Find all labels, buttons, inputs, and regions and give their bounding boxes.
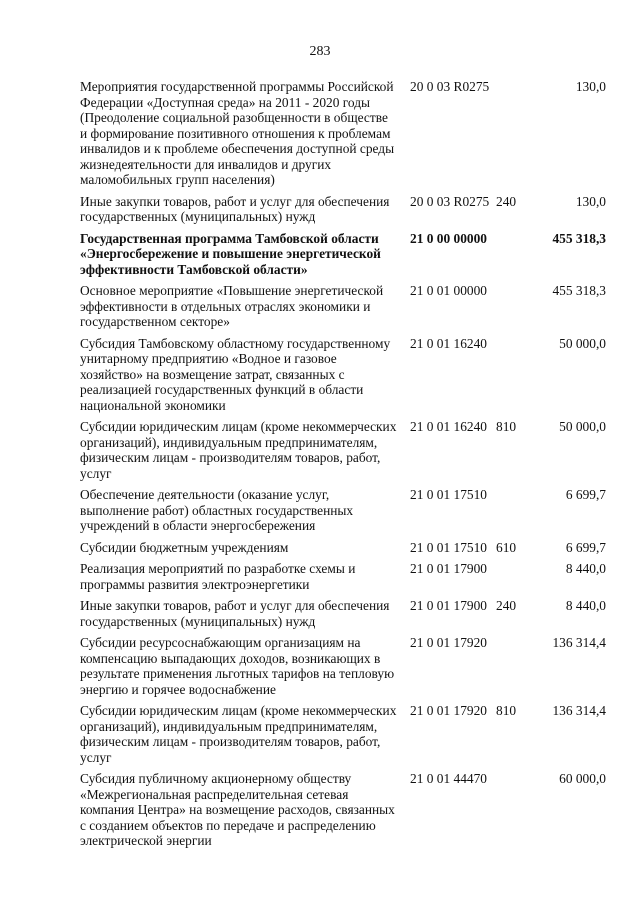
row-description: Иные закупки товаров, работ и услуг для обеспечения государственных (муниципальных) нужд: [80, 193, 390, 224]
row-amount: 130,0: [575, 193, 606, 209]
row-expense-type: 610: [496, 539, 517, 555]
table-row: [80, 635, 606, 697]
table-row: [80, 703, 606, 765]
row-code: 21 0 01 17510: [410, 487, 487, 502]
row-amount: 6 699,7: [565, 539, 606, 555]
row-description: Субсидия Тамбовскому областному государственному унитарному предприятию «Водное и газовое хозяйство» на возмещение затрат, связанных с реализацией государственных функций в области национальной экономики: [80, 335, 391, 413]
row-expense-type: 810: [496, 703, 517, 718]
table-row: [80, 419, 606, 481]
row-amount: 50 000,0: [559, 335, 606, 351]
row-amount: 8 440,0: [565, 598, 606, 613]
row-code: 21 0 01 16240: [410, 335, 487, 351]
budget-table: [80, 79, 606, 855]
row-code: 20 0 03 R0275: [410, 79, 490, 94]
table-row: [80, 231, 606, 278]
row-expense-type: 240: [496, 598, 517, 613]
row-amount: 455 318,3: [552, 283, 606, 298]
row-code: 21 0 01 17920: [410, 635, 487, 650]
table-row: [80, 598, 606, 629]
row-description: Субсидия публичному акционерному обществу «Межрегиональная распределительная сетевая компания Центра» на возмещение расходов, связанных с созданием объектов по передаче и распределению электрической энергии: [80, 771, 395, 848]
row-amount: 130,0: [575, 79, 606, 94]
table-row: [80, 283, 606, 330]
row-description: Субсидии юридическим лицам (кроме некоммерческих организаций), индивидуальным предпринимателям, физическим лицам - производителям товаров, работ, услуг: [80, 419, 397, 481]
row-code: 20 0 03 R0275: [410, 193, 490, 209]
table-row: [80, 194, 606, 225]
row-amount: 136 314,4: [552, 635, 606, 650]
row-code: 21 0 01 44470: [410, 771, 487, 786]
row-description: Обеспечение деятельности (оказание услуг, выполнение работ) областных государственных учреждений в области энергосбережения: [80, 487, 354, 533]
row-description: Субсидии ресурсоснабжающим организациям на компенсацию выпадающих доходов, возникающих в результате применения льготных тарифов на тепловую энергию и горячее водоснабжение: [80, 635, 395, 697]
row-description: Субсидии юридическим лицам (кроме некоммерческих организаций), индивидуальным предпринимателям, физическим лицам - производителям товаров, работ, услуг: [80, 703, 397, 765]
row-code: 21 0 01 16240: [410, 419, 487, 434]
table-row: [80, 336, 606, 414]
row-description: Основное мероприятие «Повышение энергетической эффективности в отдельных отраслях экономики и государственном секторе»: [80, 283, 384, 329]
row-expense-type: 240: [496, 193, 517, 209]
row-description: Реализация мероприятий по разработке схемы и программы развития электроэнергетики: [80, 561, 356, 592]
row-description: Иные закупки товаров, работ и услуг для обеспечения государственных (муниципальных) нужд: [80, 598, 390, 629]
table-row: [80, 79, 606, 188]
row-code: 21 0 00 00000: [410, 230, 487, 246]
row-amount: 136 314,4: [552, 703, 606, 718]
row-description: Мероприятия государственной программы Российской Федерации «Доступная среда» на 2011 - 2020 годы (Преодоление социальной разобщенности в обществе и формирование позитивного отношения к проблемам инвалидов и к проблеме обеспечения доступной среды жизнедеятельности для инвалидов и других маломобильных групп населения): [80, 79, 395, 187]
row-code: 21 0 01 00000: [410, 283, 487, 298]
row-amount: 6 699,7: [565, 487, 606, 502]
table-row: [80, 771, 606, 849]
table-row: [80, 487, 606, 534]
row-description: Субсидии бюджетным учреждениям: [80, 539, 289, 555]
row-description: Государственная программа Тамбовской области «Энергосбережение и повышение энергетической эффективности Тамбовской области»: [80, 230, 381, 277]
row-code: 21 0 01 17900: [410, 598, 487, 613]
table-row: [80, 561, 606, 592]
page-number: 283: [309, 44, 331, 59]
row-code: 21 0 01 17920: [410, 703, 487, 718]
row-code: 21 0 01 17900: [410, 561, 487, 576]
row-amount: 50 000,0: [559, 419, 606, 434]
row-expense-type: 810: [496, 419, 517, 434]
row-code: 21 0 01 17510: [410, 539, 487, 555]
row-amount: 455 318,3: [552, 230, 606, 246]
row-amount: 60 000,0: [559, 771, 606, 786]
table-row: [80, 540, 606, 556]
row-amount: 8 440,0: [565, 561, 606, 576]
